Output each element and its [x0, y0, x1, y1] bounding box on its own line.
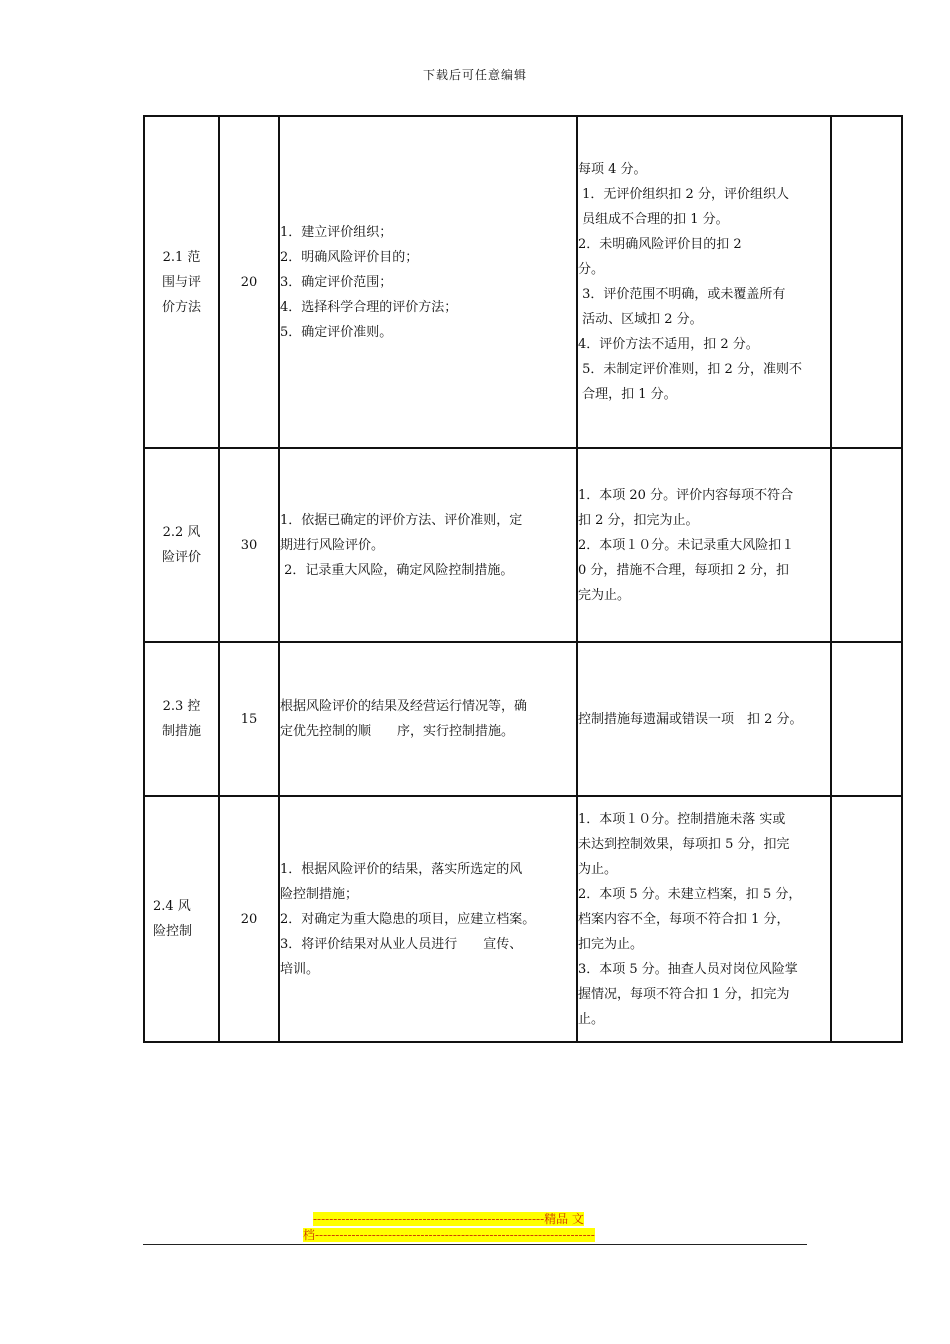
criteria-line: 档案内容不全，每项不符合扣 1 分， — [578, 911, 790, 927]
criteria-line: 合理，扣 1 分。 — [578, 387, 677, 402]
content-line: 2．明确风险评价目的； — [280, 249, 419, 265]
content-line: 1．依据已确定的评价方法、评价准则，定 — [280, 512, 523, 528]
criteria-line: 止。 — [578, 1011, 605, 1027]
criteria-line: 扣完为止。 — [578, 936, 644, 952]
item-cell — [144, 796, 219, 1042]
score-cell: 30 — [219, 448, 279, 642]
criteria-line: 每项 4 分。 — [578, 162, 647, 177]
content-line: 期进行风险评价。 — [280, 537, 385, 553]
item-cell — [144, 116, 219, 448]
item-cell — [144, 448, 219, 642]
item-cell — [144, 642, 219, 796]
remark-cell — [831, 642, 902, 796]
criteria-line: 控制措施每遗漏或错误一项 扣 2 分。 — [578, 711, 803, 727]
criteria-line: 1．本项 20 分。评价内容每项不符合 — [578, 487, 794, 503]
criteria-line: 为止。 — [578, 861, 618, 877]
content-line: 2．记录重大风险，确定风险控制措施。 — [280, 562, 514, 578]
criteria-line: 完为止。 — [578, 587, 631, 603]
criteria-line: 握情况，每项不符合扣 1 分，扣完为 — [578, 986, 790, 1002]
criteria-line: 2．本项１０分。未记录重大风险扣１ — [578, 537, 795, 553]
criteria-line: 3．评价范围不明确，或未覆盖所有 — [578, 287, 786, 302]
score-cell: 20 — [219, 116, 279, 448]
criteria-line: 员组成不合理的扣 1 分。 — [578, 212, 729, 227]
criteria-cell — [577, 642, 831, 796]
footer-highlight-text: 档--------------------------------------------------------------------- — [303, 1228, 595, 1242]
content-line: 3．将评价结果对从业人员进行 宣传、 — [280, 936, 523, 952]
content-cell — [279, 796, 577, 1042]
criteria-line: 未达到控制效果，每项扣 5 分，扣完 — [578, 836, 790, 852]
item-text: 2.1 范 — [162, 249, 201, 265]
criteria-line: 0 分，措施不合理，每项扣 2 分，扣 — [578, 562, 789, 578]
criteria-line: 分。 — [578, 262, 605, 277]
content-cell — [279, 116, 577, 448]
criteria-line: 1．本项１０分。控制措施未落 实或 — [578, 811, 786, 827]
criteria-line: 扣 2 分，扣完为止。 — [578, 512, 699, 528]
criteria-cell — [577, 796, 831, 1042]
criteria-cell — [577, 448, 831, 642]
remark-cell — [831, 448, 902, 642]
footer-line — [303, 1227, 649, 1243]
content-line: 4．选择科学合理的评价方法； — [280, 299, 458, 315]
item-text: 价方法 — [161, 299, 201, 315]
content-line: 3．确定评价范围； — [280, 274, 393, 290]
item-text: 险控制 — [153, 924, 193, 939]
table-row — [144, 448, 902, 642]
item-text: 2.2 风 — [162, 525, 201, 540]
footer-divider — [143, 1244, 807, 1245]
table-row — [144, 796, 902, 1042]
item-text: 2.4 风 — [153, 899, 191, 914]
content-line: 险控制措施； — [280, 886, 359, 902]
remark-cell — [831, 796, 902, 1042]
criteria-line: 2．未明确风险评价目的扣 2 — [578, 237, 742, 252]
criteria-cell — [577, 116, 831, 448]
footer-highlight-text: ---------------------------------------------------------精品 文 — [313, 1212, 584, 1226]
content-line: 培训。 — [280, 961, 320, 977]
table-row — [144, 642, 902, 796]
content-line: 1．根据风险评价的结果，落实所选定的风 — [280, 861, 523, 877]
criteria-line: 5．未制定评价准则，扣 2 分，准则不 — [578, 362, 802, 377]
content-cell — [279, 448, 577, 642]
criteria-line: 3．本项 5 分。抽查人员对岗位风险掌 — [578, 961, 798, 977]
content-line: 根据风险评价的结果及经营运行情况等，确 — [280, 699, 528, 714]
criteria-line: 4．评价方法不适用，扣 2 分。 — [578, 337, 759, 352]
table-row — [144, 116, 902, 448]
content-cell — [279, 642, 577, 796]
page-header: 下载后可任意编辑 — [422, 68, 527, 82]
item-text: 围与评 — [161, 274, 201, 290]
content-line: 5．确定评价准则。 — [280, 324, 393, 340]
scoring-table — [143, 115, 903, 1043]
score-cell: 15 — [219, 642, 279, 796]
criteria-line: 活动、区域扣 2 分。 — [578, 312, 703, 327]
criteria-line: 2．本项 5 分。未建立档案，扣 5 分， — [578, 886, 802, 902]
item-text: 险评价 — [161, 550, 201, 565]
content-line: 1．建立评价组织； — [280, 224, 393, 240]
item-text: 制措施 — [161, 724, 201, 739]
footer-line — [313, 1211, 649, 1227]
criteria-line: 1．无评价组织扣 2 分，评价组织人 — [578, 187, 789, 202]
remark-cell — [831, 116, 902, 448]
content-line: 2．对确定为重大隐患的项目，应建立档案。 — [280, 911, 536, 927]
item-text: 2.3 控 — [162, 699, 201, 714]
score-cell: 20 — [219, 796, 279, 1042]
content-line: 定优先控制的顺 序，实行控制措施。 — [280, 724, 515, 739]
